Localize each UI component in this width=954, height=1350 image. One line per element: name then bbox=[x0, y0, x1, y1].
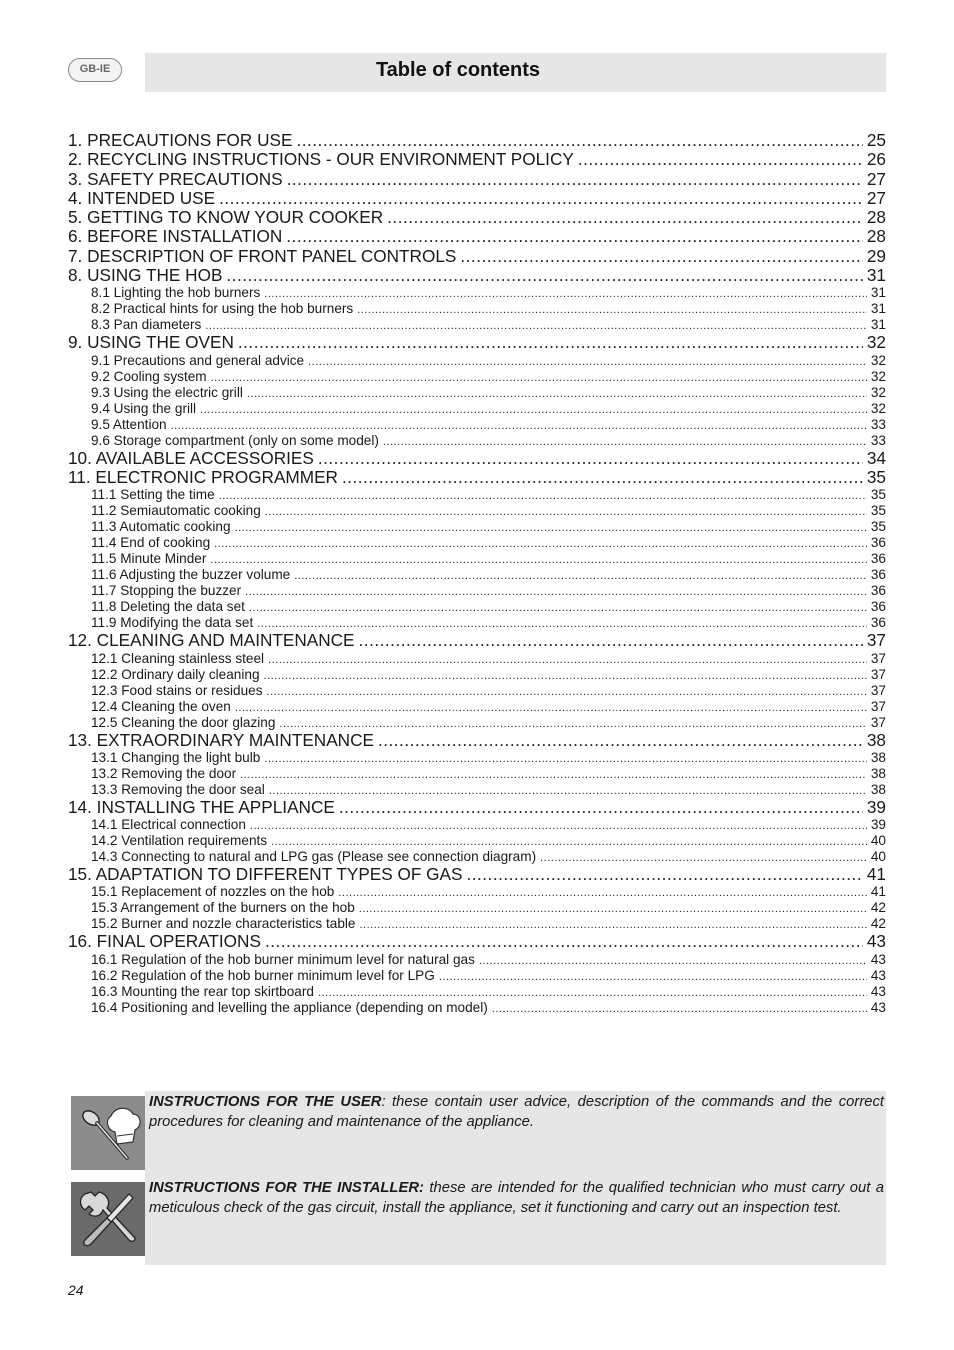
toc-entry-label: 11.9 Modifying the data set bbox=[91, 615, 254, 631]
toc-entry-label: 11. ELECTRONIC PROGRAMMER bbox=[68, 467, 338, 487]
toc-subsection-entry bbox=[68, 519, 886, 535]
toc-entry-page: 43 bbox=[870, 951, 886, 967]
toc-entry-label: 8.3 Pan diameters bbox=[91, 317, 202, 333]
toc-entry-label: 9. USING THE OVEN bbox=[68, 333, 234, 353]
toc-dot-leader bbox=[439, 969, 867, 984]
toc-entry-label: 2. RECYCLING INSTRUCTIONS - OUR ENVIRONMENT POLICY bbox=[68, 150, 574, 170]
toc-entry-page: 35 bbox=[870, 503, 886, 519]
toc-subsection-entry bbox=[68, 503, 886, 519]
toc-entry-page: 36 bbox=[870, 583, 886, 599]
toc-subsection-entry bbox=[68, 750, 886, 766]
toc-subsection-entry bbox=[68, 900, 886, 916]
toc-entry-label: 12.4 Cleaning the oven bbox=[91, 698, 231, 714]
toc-entry-label: 15.1 Replacement of nozzles on the hob bbox=[91, 884, 335, 900]
toc-entry-page: 31 bbox=[870, 317, 886, 333]
toc-entry-page: 37 bbox=[870, 666, 886, 682]
toc-subsection-entry bbox=[68, 667, 886, 683]
toc-dot-leader bbox=[359, 917, 866, 932]
toc-entry-label: 8. USING THE HOB bbox=[68, 266, 223, 286]
toc-dot-leader bbox=[286, 227, 863, 246]
toc-entry-label: 13.3 Removing the door seal bbox=[91, 781, 265, 797]
installer-instructions-text: these are intended for the qualified technician who must carry out a meticulous check of the gas circuit, install the appliance, set it functioning and carry out an inspection test. bbox=[149, 1180, 884, 1216]
toc-dot-leader bbox=[492, 1001, 867, 1016]
toc-dot-leader bbox=[287, 170, 863, 189]
toc-entry-page: 38 bbox=[870, 749, 886, 765]
toc-entry-page: 43 bbox=[870, 999, 886, 1015]
toc-subsection-entry bbox=[68, 285, 886, 301]
toc-section-entry bbox=[68, 150, 886, 169]
toc-subsection-entry bbox=[68, 369, 886, 385]
toc-entry-page: 29 bbox=[866, 246, 886, 266]
toc-section-entry bbox=[68, 208, 886, 227]
region-badge: GB-IE bbox=[68, 58, 122, 82]
toc-entry-label: 12.2 Ordinary daily cleaning bbox=[91, 666, 260, 682]
toc-entry-label: 16.1 Regulation of the hob burner minimum level for natural gas bbox=[91, 951, 475, 967]
page-title: Table of contents bbox=[375, 59, 541, 81]
table-of-contents bbox=[68, 131, 886, 1016]
toc-section-entry bbox=[68, 189, 886, 208]
toc-entry-label: 6. BEFORE INSTALLATION bbox=[68, 227, 283, 247]
toc-dot-leader bbox=[460, 247, 863, 266]
toc-entry-page: 38 bbox=[866, 730, 886, 750]
toc-dot-leader bbox=[378, 731, 863, 750]
toc-entry-label: 9.4 Using the grill bbox=[91, 400, 197, 416]
page-number: 24 bbox=[68, 1282, 84, 1298]
installer-instructions-heading: INSTRUCTIONS FOR THE INSTALLER: bbox=[149, 1180, 424, 1196]
toc-entry-label: 9.6 Storage compartment (only on some model) bbox=[91, 432, 379, 448]
toc-entry-label: 12.5 Cleaning the door glazing bbox=[91, 714, 276, 730]
toc-dot-leader bbox=[250, 818, 867, 833]
toc-subsection-entry bbox=[68, 583, 886, 599]
toc-dot-leader bbox=[264, 286, 867, 301]
toc-entry-page: 39 bbox=[866, 797, 886, 817]
toc-subsection-entry bbox=[68, 651, 886, 667]
user-instructions-text: : these contain user advice, description of the commands and the correct procedures for cleaning and maintenance of the appliance. bbox=[149, 1094, 884, 1130]
toc-dot-leader bbox=[338, 885, 867, 900]
toc-subsection-entry bbox=[68, 567, 886, 583]
toc-dot-leader bbox=[279, 716, 866, 731]
toc-section-entry bbox=[68, 631, 886, 650]
toc-entry-page: 41 bbox=[870, 884, 886, 900]
toc-entry-page: 43 bbox=[870, 967, 886, 983]
toc-entry-label: 16.3 Mounting the rear top skirtboard bbox=[91, 983, 314, 999]
toc-dot-leader bbox=[210, 552, 867, 567]
toc-entry-label: 14. INSTALLING THE APPLIANCE bbox=[68, 797, 335, 817]
toc-dot-leader bbox=[264, 668, 867, 683]
toc-section-entry bbox=[68, 798, 886, 817]
toc-entry-label: 11.5 Minute Minder bbox=[91, 551, 207, 567]
toc-dot-leader bbox=[211, 370, 867, 385]
toc-entry-label: 11.2 Semiautomatic cooking bbox=[91, 503, 261, 519]
toc-dot-leader bbox=[359, 901, 867, 916]
toc-dot-leader bbox=[247, 386, 867, 401]
toc-entry-page: 32 bbox=[870, 400, 886, 416]
toc-entry-page: 40 bbox=[870, 833, 886, 849]
toc-section-entry bbox=[68, 731, 886, 750]
toc-entry-label: 11.7 Stopping the buzzer bbox=[91, 583, 242, 599]
toc-entry-page: 37 bbox=[870, 650, 886, 666]
toc-entry-page: 32 bbox=[870, 352, 886, 368]
toc-dot-leader bbox=[271, 834, 867, 849]
toc-entry-label: 10. AVAILABLE ACCESSORIES bbox=[68, 448, 314, 468]
toc-subsection-entry bbox=[68, 401, 886, 417]
toc-entry-page: 37 bbox=[870, 698, 886, 714]
user-instructions-note bbox=[149, 1093, 884, 1132]
toc-dot-leader bbox=[294, 568, 867, 583]
toc-dot-leader bbox=[219, 189, 863, 208]
toc-entry-label: 11.6 Adjusting the buzzer volume bbox=[91, 567, 291, 583]
toc-entry-page: 38 bbox=[870, 765, 886, 781]
toc-entry-page: 35 bbox=[870, 487, 886, 503]
toc-subsection-entry bbox=[68, 884, 886, 900]
toc-entry-label: 16. FINAL OPERATIONS bbox=[68, 932, 261, 952]
toc-entry-label: 14.2 Ventilation requirements bbox=[91, 833, 268, 849]
toc-subsection-entry bbox=[68, 385, 886, 401]
toc-dot-leader bbox=[238, 333, 863, 352]
toc-dot-leader bbox=[578, 150, 863, 169]
toc-subsection-entry bbox=[68, 984, 886, 1000]
toc-section-entry bbox=[68, 266, 886, 285]
toc-dot-leader bbox=[339, 798, 863, 817]
toc-dot-leader bbox=[308, 354, 867, 369]
toc-subsection-entry bbox=[68, 968, 886, 984]
toc-entry-page: 31 bbox=[870, 301, 886, 317]
toc-entry-label: 12.3 Food stains or residues bbox=[91, 682, 263, 698]
title-bar bbox=[145, 53, 886, 92]
toc-entry-page: 42 bbox=[870, 900, 886, 916]
toc-entry-page: 25 bbox=[866, 131, 886, 150]
toc-entry-label: 16.2 Regulation of the hob burner minimum level for LPG bbox=[91, 967, 435, 983]
toc-entry-page: 36 bbox=[870, 599, 886, 615]
toc-entry-label: 9.1 Precautions and general advice bbox=[91, 352, 305, 368]
toc-entry-label: 9.5 Attention bbox=[91, 416, 167, 432]
toc-entry-label: 11.1 Setting the time bbox=[91, 487, 215, 503]
toc-entry-label: 11.4 End of cooking bbox=[91, 535, 211, 551]
toc-dot-leader bbox=[240, 767, 867, 782]
toc-entry-label: 8.1 Lighting the hob burners bbox=[91, 285, 261, 301]
toc-dot-leader bbox=[265, 932, 863, 951]
toc-entry-page: 40 bbox=[870, 849, 886, 865]
toc-entry-label: 15.3 Arrangement of the burners on the hob bbox=[91, 900, 355, 916]
toc-subsection-entry bbox=[68, 782, 886, 798]
toc-entry-page: 35 bbox=[870, 519, 886, 535]
toc-entry-page: 32 bbox=[870, 368, 886, 384]
toc-dot-leader bbox=[219, 488, 867, 503]
toc-dot-leader bbox=[540, 850, 867, 865]
toc-entry-label: 12. CLEANING AND MAINTENANCE bbox=[68, 631, 355, 651]
toc-entry-label: 4. INTENDED USE bbox=[68, 188, 216, 208]
toc-entry-label: 13.2 Removing the door bbox=[91, 765, 237, 781]
toc-entry-label: 3. SAFETY PRECAUTIONS bbox=[68, 169, 283, 189]
toc-entry-label: 5. GETTING TO KNOW YOUR COOKER bbox=[68, 208, 384, 228]
toc-dot-leader bbox=[264, 751, 867, 766]
toc-entry-label: 11.3 Automatic cooking bbox=[91, 519, 231, 535]
toc-entry-label: 8.2 Practical hints for using the hob burners bbox=[91, 301, 354, 317]
toc-entry-page: 43 bbox=[866, 932, 886, 952]
toc-dot-leader bbox=[249, 600, 867, 615]
toc-dot-leader bbox=[205, 318, 867, 333]
toc-dot-leader bbox=[257, 616, 867, 631]
toc-entry-page: 36 bbox=[870, 535, 886, 551]
toc-dot-leader bbox=[318, 449, 863, 468]
toc-entry-label: 12.1 Cleaning stainless steel bbox=[91, 650, 265, 666]
toc-dot-leader bbox=[265, 504, 867, 519]
toc-entry-page: 27 bbox=[866, 188, 886, 208]
toc-subsection-entry bbox=[68, 916, 886, 932]
toc-entry-page: 26 bbox=[866, 150, 886, 170]
toc-entry-page: 37 bbox=[870, 714, 886, 730]
toc-entry-page: 36 bbox=[870, 567, 886, 583]
toc-subsection-entry bbox=[68, 817, 886, 833]
installer-instructions-note bbox=[149, 1179, 884, 1218]
toc-subsection-entry bbox=[68, 615, 886, 631]
toc-entry-page: 28 bbox=[866, 227, 886, 247]
toc-dot-leader bbox=[268, 652, 867, 667]
toc-dot-leader bbox=[269, 783, 867, 798]
toc-entry-label: 9.3 Using the electric grill bbox=[91, 384, 243, 400]
toc-entry-page: 37 bbox=[870, 682, 886, 698]
toc-dot-leader bbox=[342, 468, 863, 487]
toc-entry-page: 32 bbox=[866, 333, 886, 353]
toc-entry-label: 13. EXTRAORDINARY MAINTENANCE bbox=[68, 730, 374, 750]
toc-section-entry bbox=[68, 449, 886, 468]
toc-entry-page: 36 bbox=[870, 615, 886, 631]
toc-section-entry bbox=[68, 333, 886, 352]
toc-subsection-entry bbox=[68, 535, 886, 551]
toc-dot-leader bbox=[466, 865, 862, 884]
toc-subsection-entry bbox=[68, 433, 886, 449]
toc-dot-leader bbox=[296, 131, 862, 150]
wrench-screwdriver-icon bbox=[71, 1182, 145, 1256]
toc-entry-page: 36 bbox=[870, 551, 886, 567]
toc-entry-page: 35 bbox=[866, 467, 886, 487]
toc-entry-page: 33 bbox=[870, 416, 886, 432]
toc-section-entry bbox=[68, 932, 886, 951]
toc-dot-leader bbox=[171, 418, 867, 433]
toc-dot-leader bbox=[267, 684, 867, 699]
toc-subsection-entry bbox=[68, 551, 886, 567]
toc-subsection-entry bbox=[68, 699, 886, 715]
toc-subsection-entry bbox=[68, 833, 886, 849]
toc-entry-page: 41 bbox=[866, 865, 886, 885]
toc-entry-label: 16.4 Positioning and levelling the appliance (depending on model) bbox=[91, 999, 488, 1015]
toc-entry-page: 27 bbox=[866, 169, 886, 189]
toc-entry-page: 42 bbox=[870, 916, 886, 932]
toc-entry-page: 38 bbox=[870, 781, 886, 797]
toc-section-entry bbox=[68, 247, 886, 266]
toc-entry-label: 15.2 Burner and nozzle characteristics table bbox=[91, 916, 356, 932]
toc-section-entry bbox=[68, 468, 886, 487]
toc-dot-leader bbox=[359, 631, 863, 650]
toc-dot-leader bbox=[214, 536, 867, 551]
toc-entry-page: 32 bbox=[870, 384, 886, 400]
toc-entry-page: 39 bbox=[870, 817, 886, 833]
toc-subsection-entry bbox=[68, 952, 886, 968]
toc-entry-page: 33 bbox=[870, 432, 886, 448]
toc-dot-leader bbox=[383, 434, 867, 449]
toc-dot-leader bbox=[479, 953, 867, 968]
toc-section-entry bbox=[68, 170, 886, 189]
toc-entry-page: 37 bbox=[866, 631, 886, 651]
toc-entry-label: 13.1 Changing the light bulb bbox=[91, 749, 261, 765]
toc-subsection-entry bbox=[68, 599, 886, 615]
toc-dot-leader bbox=[235, 700, 867, 715]
toc-entry-label: 14.3 Connecting to natural and LPG gas (Please see connection diagram) bbox=[91, 849, 537, 865]
toc-entry-page: 34 bbox=[866, 448, 886, 468]
toc-dot-leader bbox=[357, 302, 867, 317]
toc-subsection-entry bbox=[68, 683, 886, 699]
toc-section-entry bbox=[68, 865, 886, 884]
toc-dot-leader bbox=[200, 402, 867, 417]
toc-entry-label: 14.1 Electrical connection bbox=[91, 817, 246, 833]
toc-entry-label: 11.8 Deleting the data set bbox=[91, 599, 245, 615]
toc-subsection-entry bbox=[68, 301, 886, 317]
toc-section-entry bbox=[68, 131, 886, 150]
toc-dot-leader bbox=[235, 520, 867, 535]
toc-dot-leader bbox=[245, 584, 867, 599]
toc-section-entry bbox=[68, 227, 886, 246]
toc-entry-label: 1. PRECAUTIONS FOR USE bbox=[68, 131, 293, 150]
toc-entry-page: 31 bbox=[866, 266, 886, 286]
toc-entry-page: 28 bbox=[866, 208, 886, 228]
toc-subsection-entry bbox=[68, 715, 886, 731]
toc-entry-label: 9.2 Cooling system bbox=[91, 368, 207, 384]
toc-entry-label: 7. DESCRIPTION OF FRONT PANEL CONTROLS bbox=[68, 246, 457, 266]
toc-subsection-entry bbox=[68, 487, 886, 503]
toc-entry-label: 15. ADAPTATION TO DIFFERENT TYPES OF GAS bbox=[68, 865, 463, 885]
toc-subsection-entry bbox=[68, 1000, 886, 1016]
toc-dot-leader bbox=[226, 266, 862, 285]
toc-dot-leader bbox=[387, 208, 863, 227]
toc-subsection-entry bbox=[68, 417, 886, 433]
toc-entry-page: 31 bbox=[870, 285, 886, 301]
spoon-chef-hat-icon bbox=[71, 1096, 145, 1170]
user-instructions-heading: INSTRUCTIONS FOR THE USER bbox=[149, 1094, 382, 1110]
toc-entry-page: 43 bbox=[870, 983, 886, 999]
toc-subsection-entry bbox=[68, 353, 886, 369]
toc-subsection-entry bbox=[68, 766, 886, 782]
toc-dot-leader bbox=[318, 985, 867, 1000]
toc-subsection-entry bbox=[68, 317, 886, 333]
toc-subsection-entry bbox=[68, 849, 886, 865]
